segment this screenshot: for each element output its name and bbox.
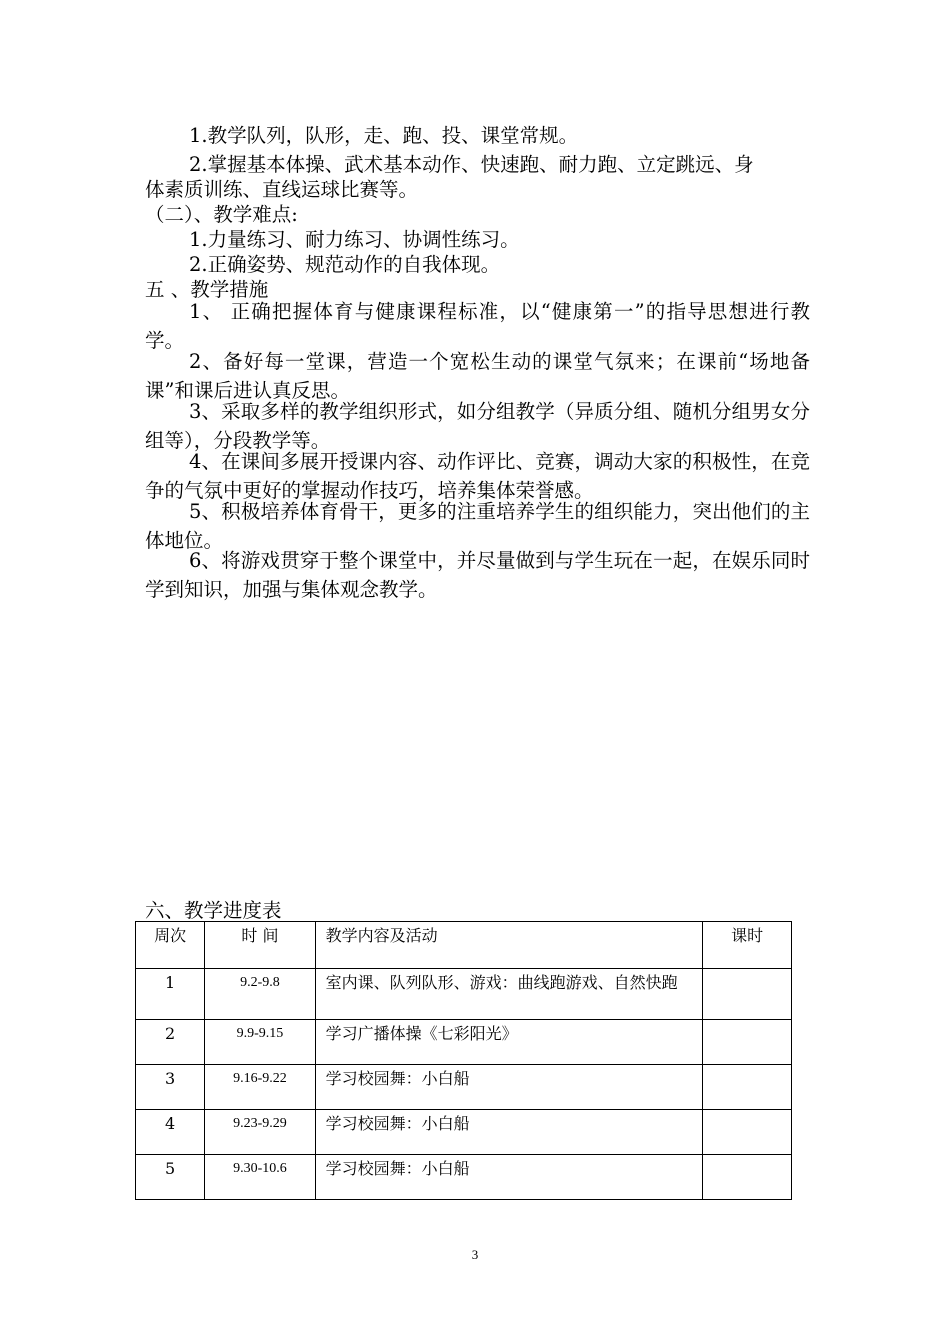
cell-time: 9.23-9.29 <box>205 1110 315 1155</box>
cell-content: 学习广播体操《七彩阳光》 <box>315 1020 703 1065</box>
difficulty-item-1: 1.力量练习、耐力练习、协调性练习。 <box>189 228 520 251</box>
cell-content: 室内课、队列队形、游戏：曲线跑游戏、自然快跑 <box>315 969 703 1020</box>
cell-week: 5 <box>136 1155 205 1200</box>
cell-hours <box>703 1020 792 1065</box>
cell-time: 9.16-9.22 <box>205 1065 315 1110</box>
focus-item-2-line1: 2.掌握基本体操、武术基本动作、快速跑、耐力跑、立定跳远、身 <box>189 153 754 176</box>
cell-hours <box>703 1110 792 1155</box>
difficulty-item-2: 2.正确姿势、规范动作的自我体现。 <box>189 253 501 276</box>
cell-week: 4 <box>136 1110 205 1155</box>
header-week: 周次 <box>136 922 205 969</box>
focus-item-2-line2: 体素质训练、直线运球比赛等。 <box>145 178 419 201</box>
section-measures-heading: 五 、教学措施 <box>145 278 269 301</box>
page-number: 3 <box>471 1247 479 1262</box>
measure-item-2: 2、备好每一堂课，营造一个宽松生动的课堂气氛来；在课前“场地备课”和课后进认真反思。 <box>145 350 810 402</box>
table-row <box>136 969 792 1020</box>
cell-content: 学习校园舞：小白船 <box>315 1110 703 1155</box>
table-header-row <box>136 922 792 969</box>
measure-item-4: 4、在课间多展开授课内容、动作评比、竞赛，调动大家的积极性，在竞争的气氛中更好的掌握动作技巧，培养集体荣誉感。 <box>145 450 810 502</box>
cell-time: 9.2-9.8 <box>205 969 315 1020</box>
section-schedule-heading: 六、教学进度表 <box>145 899 282 922</box>
table-row <box>136 1155 792 1200</box>
header-content: 教学内容及活动 <box>315 922 703 969</box>
cell-week: 2 <box>136 1020 205 1065</box>
table-row <box>136 1020 792 1065</box>
cell-time: 9.30-10.6 <box>205 1155 315 1200</box>
schedule-table <box>135 921 792 1200</box>
header-time: 时 间 <box>205 922 315 969</box>
measure-item-6: 6、将游戏贯穿于整个课堂中，并尽量做到与学生玩在一起，在娱乐同时学到知识，加强与集体观念教学。 <box>145 549 810 601</box>
measure-item-1: 1、 正确把握体育与健康课程标准，以“健康第一”的指导思想进行教学。 <box>145 300 810 352</box>
cell-hours <box>703 1065 792 1110</box>
measure-item-3: 3、采取多样的教学组织形式，如分组教学（异质分组、随机分组男女分组等），分段教学等。 <box>145 400 810 452</box>
focus-item-1: 1.教学队列，队形，走、跑、投、课堂常规。 <box>189 124 579 147</box>
cell-hours <box>703 1155 792 1200</box>
header-hours: 课时 <box>703 922 792 969</box>
section-difficulties-heading: （二）、教学难点: <box>145 203 298 226</box>
cell-week: 3 <box>136 1065 205 1110</box>
cell-content: 学习校园舞：小白船 <box>315 1155 703 1200</box>
cell-content: 学习校园舞：小白船 <box>315 1065 703 1110</box>
cell-hours <box>703 969 792 1020</box>
cell-week: 1 <box>136 969 205 1020</box>
table-row <box>136 1110 792 1155</box>
measure-item-5: 5、积极培养体育骨干，更多的注重培养学生的组织能力，突出他们的主体地位。 <box>145 500 810 552</box>
cell-time: 9.9-9.15 <box>205 1020 315 1065</box>
table-row <box>136 1065 792 1110</box>
